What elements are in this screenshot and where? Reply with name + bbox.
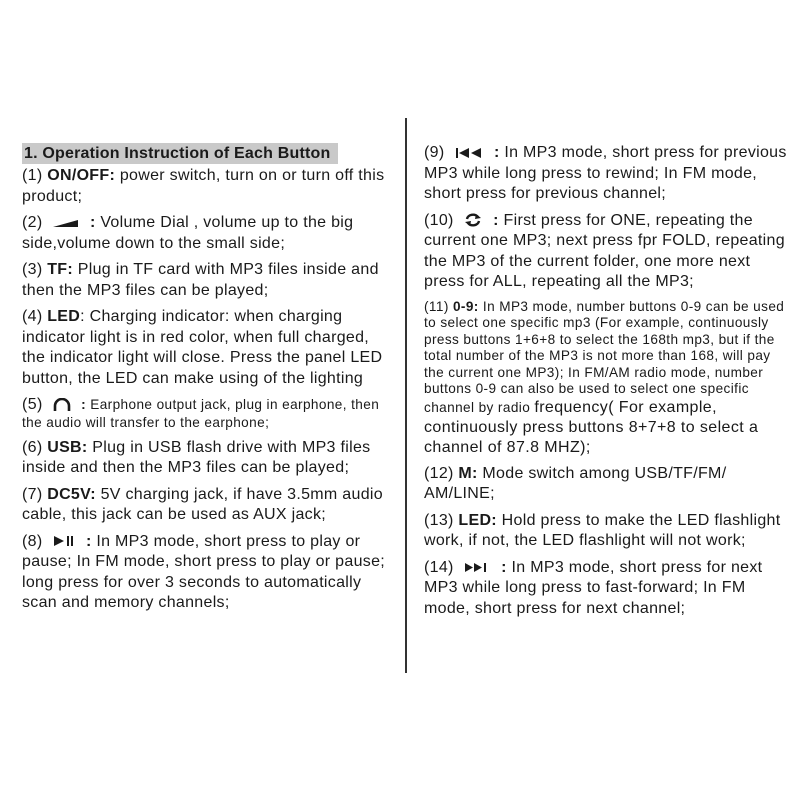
instruction-14: (14) : In MP3 mode, short press for next MP3 while long press to fast-forward; In FM mode, short press for next channel;	[424, 558, 763, 617]
instruction-13: (13) LED: Hold press to make the LED flashlight work, if not, the LED flashlight will not work;	[424, 511, 781, 549]
instruction-key: 0-9:	[452, 298, 479, 314]
play-pause-icon	[53, 535, 75, 547]
instruction-text: : Charging indicator: when charging indicator light is in red color, when full charged, the indicator light will close. Press the panel LED button, the LED can make using of the lighting	[22, 308, 383, 387]
instruction-text: Volume Dial , volume up to the big side,volume down to the small side;	[22, 214, 354, 252]
instruction-2: (2) : Volume Dial , volume up to the big side,volume down to the small side;	[22, 214, 354, 252]
instruction-text: Plug in TF card with MP3 files inside and then the MP3 files can be played;	[22, 261, 379, 299]
instruction-key: ON/OFF:	[47, 167, 116, 184]
instruction-3: (3) TF: Plug in TF card with MP3 files inside and then the MP3 files can be played;	[22, 261, 379, 299]
instruction-key: LED:	[458, 511, 497, 529]
left-column	[22, 143, 394, 620]
instruction-4: (4) LED: Charging indicator: when charging indicator light is in red color, when full charged, the indicator light will close. Press the panel LED button, the LED can make using of the lighting	[22, 308, 383, 387]
instruction-11: (11) 0-9: In MP3 mode, number buttons 0-9 can be used to select one specific mp3 (For example, continuously press buttons 1+6+8 to select the 168th mp3, but if the total number of the MP3 is not more than 168, will pay the current one MP3); In FM/AM radio mode, number buttons 0-9 can also be used to select one specific channel by radio frequency( For example, continuously press buttons 8+7+8 to select a channel of 87.8 MHZ);	[424, 298, 785, 456]
repeat-icon	[464, 213, 482, 227]
instruction-text: In MP3 mode, short press for previous MP3 while long press to rewind; In FM mode, short press for previous channel;	[424, 144, 787, 202]
instruction-text: Hold press to make the LED flashlight work, if not, the LED flashlight will not work;	[424, 511, 781, 549]
next-icon	[464, 561, 490, 573]
instruction-text: Mode switch among USB/TF/FM/ AM/LINE;	[424, 464, 727, 502]
instruction-key: LED	[47, 308, 81, 325]
instruction-key: TF:	[47, 261, 73, 278]
instruction-8: (8) : In MP3 mode, short press to play or pause; In FM mode, short press to play or pause; long press for over 3 seconds to automatically scan and memory channels;	[22, 532, 386, 611]
instruction-6: (6) USB: Plug in USB flash drive with MP3 files inside and then the MP3 files can be played;	[22, 438, 371, 476]
instruction-text: First press for ONE, repeating the current one MP3; next press fpr FOLD, repeating the MP3 of the current folder, one more next press for ALL, repeating all the MP3;	[424, 211, 785, 290]
instruction-1: (1) ON/OFF: power switch, turn on or turn off this product;	[22, 167, 385, 205]
instruction-text: power switch, turn on or turn off this product;	[22, 167, 385, 205]
instruction-key: M:	[458, 464, 478, 482]
instruction-text: In MP3 mode, number buttons 0-9 can be used to select one specific mp3 (For example, continuously press buttons 1+6+8 to select the 168th mp3, but if the total number of the MP3 is not more than 168, will pay the current one MP3); In FM/AM radio mode, number buttons 0-9 can also be used to select one specific channel by radio	[424, 298, 785, 415]
instruction-9: (9) : In MP3 mode, short press for previous MP3 while long press to rewind; In FM mode, short press for previous channel;	[424, 144, 787, 202]
instruction-text: Earphone output jack, plug in earphone, then the audio will transfer to the earphone;	[22, 397, 380, 430]
instruction-7: (7) DC5V: 5V charging jack, if have 3.5mm audio cable, this jack can be used as AUX jack;	[22, 485, 383, 523]
section-heading: 1. Operation Instruction of Each Button	[22, 143, 338, 164]
instruction-text: In MP3 mode, short press for next MP3 while long press to fast-forward; In FM mode, short press for next channel;	[424, 558, 763, 617]
instruction-text: Plug in USB flash drive with MP3 files inside and then the MP3 files can be played;	[22, 438, 371, 476]
column-divider	[405, 118, 407, 673]
right-column	[424, 143, 789, 625]
instruction-5: (5) : Earphone output jack, plug in earphone, then the audio will transfer to the earphone;	[22, 396, 380, 430]
instruction-text: In MP3 mode, short press to play or pause; In FM mode, short press to play or pause; long press for over 3 seconds to automatically scan and memory channels;	[22, 532, 386, 611]
instruction-12: (12) M: Mode switch among USB/TF/FM/ AM/LINE;	[424, 464, 727, 502]
instruction-text: 5V charging jack, if have 3.5mm audio cable, this jack can be used as AUX jack;	[22, 485, 383, 523]
instruction-key: DC5V:	[47, 485, 96, 503]
headphone-icon	[53, 398, 71, 412]
instruction-text-tail: frequency( For example, continuously press buttons 8+7+8 to select a channel of 87.8 MHZ);	[424, 398, 759, 456]
instruction-10: (10) : First press for ONE, repeating the current one MP3; next press fpr FOLD, repeating the MP3 of the current folder, one more next press for ALL, repeating all the MP3;	[424, 211, 785, 290]
volume-dial-icon	[53, 218, 79, 228]
instruction-key: USB:	[47, 438, 88, 456]
previous-icon	[455, 147, 483, 159]
